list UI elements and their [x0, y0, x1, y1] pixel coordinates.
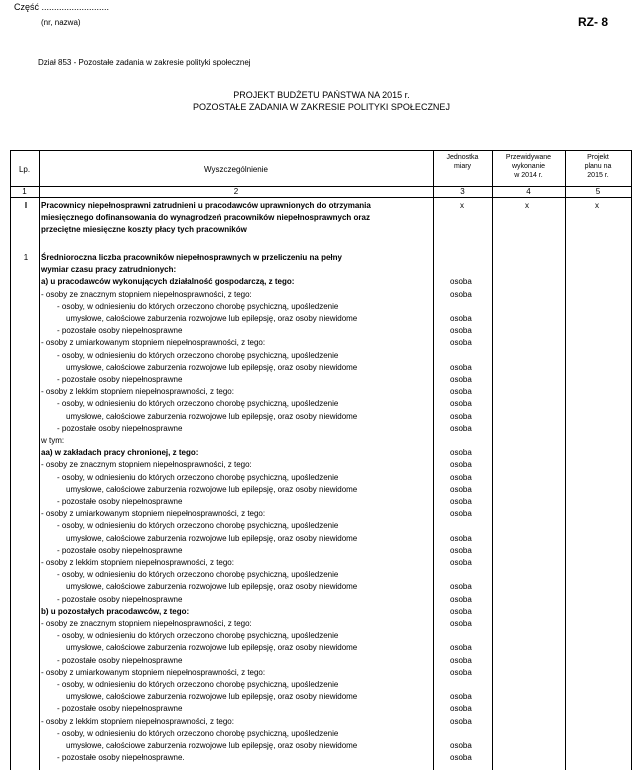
table-row — [0, 484, 643, 496]
col-number-2: 2 — [233, 187, 239, 196]
table-row — [0, 691, 643, 703]
col-header-desc: Wyszczególnienie — [204, 165, 268, 174]
table-row — [0, 740, 643, 752]
table-row — [0, 423, 643, 435]
row-description: umysłowe, całościowe zaburzenia rozwojowe lub epilepsję, oraz osoby niewidome — [66, 741, 358, 750]
table-row — [0, 581, 643, 593]
row-unit: osoba — [450, 741, 472, 750]
row-unit: osoba — [450, 643, 472, 653]
row-unit: osoba — [450, 606, 472, 616]
row-description: - pozostałe osoby niepełnosprawne — [57, 594, 183, 604]
row-unit: osoba — [450, 582, 472, 592]
table-row — [0, 569, 643, 581]
row-description: umysłowe, całościowe zaburzenia rozwojowe lub epilepsję, oraz osoby niewidome — [66, 533, 358, 543]
table-row — [0, 374, 643, 386]
table-row — [0, 435, 643, 447]
col-number-4: 4 — [526, 187, 531, 196]
row-description: umysłowe, całościowe zaburzenia rozwojowe lub epilepsję, oraz osoby niewidome — [66, 411, 358, 421]
col-number-5: 5 — [595, 187, 601, 196]
table-row — [0, 716, 643, 728]
row-description: b) u pozostałych pracodawców, z tego: — [41, 606, 190, 616]
section-title-line2: miesięcznego dofinansowania do wynagrodzeń pracowników niepełnosprawnych oraz — [41, 213, 370, 222]
row-description: umysłowe, całościowe zaburzenia rozwojowe lub epilepsję, oraz osoby niewidome — [66, 484, 358, 494]
row-description: a) u pracodawców wykonujących działalność gospodarczą, z tego: — [41, 277, 295, 287]
document-title-line2: POZOSTAŁE ZADANIA W ZAKRESIE POLITYKI SPOŁECZNEJ — [193, 102, 450, 112]
table-row — [0, 557, 643, 569]
table-row — [0, 350, 643, 362]
row-unit: osoba — [450, 289, 472, 299]
table-row — [0, 472, 643, 484]
row-unit: osoba — [450, 509, 472, 519]
table-row — [0, 703, 643, 715]
row-unit: osoba — [450, 594, 472, 604]
row-unit: osoba — [450, 619, 472, 628]
table-row — [0, 398, 643, 410]
table-row — [0, 276, 643, 288]
row-description: umysłowe, całościowe zaburzenia rozwojowe lub epilepsję, oraz osoby niewidome — [66, 362, 358, 372]
table-row — [0, 264, 643, 276]
row-unit: osoba — [450, 423, 472, 433]
row-description: - pozostałe osoby niepełnosprawne. — [57, 753, 185, 763]
row-description: - pozostałe osoby niepełnosprawne — [57, 704, 183, 714]
row-unit: osoba — [450, 692, 472, 702]
row-description: - osoby, w odniesieniu do których orzeczono chorobę psychiczną, upośledzenie — [57, 570, 339, 580]
row-description: - pozostałe osoby niepełnosprawne — [57, 497, 183, 506]
col-number-3: 3 — [460, 187, 465, 196]
document-title-line1: PROJEKT BUDŻETU PAŃSTWA NA 2015 r. — [233, 90, 410, 100]
row-description: - osoby, w odniesieniu do których orzeczono chorobę psychiczną, upośledzenie — [57, 521, 339, 531]
row-unit: osoba — [450, 655, 472, 665]
table-row — [0, 459, 643, 471]
row-unit: osoba — [450, 411, 472, 421]
col-header-unit: Jednostka miary — [446, 154, 479, 170]
row-description: - osoby, w odniesieniu do których orzeczono chorobę psychiczną, upośledzenie — [57, 301, 339, 311]
col-header-lp: Lp. — [18, 165, 31, 174]
section-x-col4: x — [525, 201, 529, 210]
row-unit: osoba — [450, 497, 472, 506]
table-row — [0, 606, 643, 618]
row-unit: osoba — [450, 545, 472, 555]
row-unit: osoba — [450, 314, 472, 323]
row-description: - osoby z lekkim stopniem niepełnosprawności, z tego: — [41, 387, 234, 397]
row-description: umysłowe, całościowe zaburzenia rozwojowe lub epilepsję, oraz osoby niewidome — [66, 692, 358, 702]
col-header-exec: Przewidywane wykonanie w 2014 r. — [505, 154, 552, 179]
table-row — [0, 496, 643, 508]
row-description: - osoby z lekkim stopniem niepełnosprawności, z tego: — [41, 716, 234, 726]
row-unit: osoba — [450, 460, 472, 470]
row-lp: 1 — [23, 253, 29, 262]
czesc-label: Część ........................... — [14, 2, 110, 12]
row-unit: osoba — [450, 338, 472, 348]
row-description: umysłowe, całościowe zaburzenia rozwojowe lub epilepsję, oraz osoby niewidome — [66, 582, 358, 592]
table-row — [0, 642, 643, 654]
row-description: - osoby, w odniesieniu do których orzeczono chorobę psychiczną, upośledzenie — [57, 472, 339, 482]
table-row — [0, 655, 643, 667]
table-row — [0, 594, 643, 606]
row-unit: osoba — [450, 362, 472, 372]
section-title-line1: Pracownicy niepełnosprawni zatrudnieni u pracodawców uprawnionych do otrzymania — [41, 201, 371, 210]
row-description: - osoby ze znacznym stopniem niepełnosprawności, z tego: — [41, 460, 252, 470]
row-description: aa) w zakładach pracy chronionej, z tego: — [41, 448, 199, 458]
row-description: - osoby z umiarkowanym stopniem niepełnosprawności, z tego: — [41, 509, 266, 519]
row-unit: osoba — [450, 277, 472, 287]
row-unit: osoba — [450, 448, 472, 458]
table-row — [0, 337, 643, 349]
table-row — [0, 289, 643, 301]
col-header-plan: Projekt planu na 2015 r. — [584, 154, 612, 179]
row-description: umysłowe, całościowe zaburzenia rozwojowe lub epilepsję, oraz osoby niewidome — [66, 643, 358, 653]
row-description: - osoby, w odniesieniu do których orzeczono chorobę psychiczną, upośledzenie — [57, 399, 339, 409]
row-description: - osoby, w odniesieniu do których orzeczono chorobę psychiczną, upośledzenie — [57, 680, 339, 689]
row-description: - pozostałe osoby niepełnosprawne — [57, 655, 183, 665]
table-row — [0, 447, 643, 459]
row-unit: osoba — [450, 753, 472, 763]
table-row — [0, 411, 643, 423]
table-row — [0, 301, 643, 313]
row-unit: osoba — [450, 375, 472, 384]
row-unit: osoba — [450, 667, 472, 677]
table-row — [0, 362, 643, 374]
section-x-col5: x — [595, 201, 599, 210]
row-unit: osoba — [450, 558, 472, 567]
row-description: - osoby ze znacznym stopniem niepełnosprawności, z tego: — [41, 289, 252, 299]
form-code: RZ- 8 — [578, 15, 608, 29]
table-row — [0, 728, 643, 740]
row-description: - pozostałe osoby niepełnosprawne — [57, 423, 183, 433]
row-unit: osoba — [450, 484, 472, 494]
row-unit: osoba — [450, 387, 472, 397]
dzial-label: Dział 853 - Pozostałe zadania w zakresie polityki społecznej — [38, 58, 251, 67]
table-row — [0, 752, 643, 764]
row-description: umysłowe, całościowe zaburzenia rozwojowe lub epilepsję, oraz osoby niewidome — [66, 314, 358, 323]
table-row — [0, 252, 643, 264]
table-row — [0, 325, 643, 337]
row-unit: osoba — [450, 399, 472, 409]
table-row — [0, 679, 643, 691]
row-unit: osoba — [450, 704, 472, 714]
row-description: - osoby z umiarkowanym stopniem niepełnosprawności, z tego: — [41, 338, 266, 348]
row-description: - osoby ze znacznym stopniem niepełnosprawności, z tego: — [41, 619, 252, 628]
row-unit: osoba — [450, 533, 472, 543]
row-unit: osoba — [450, 326, 472, 336]
row-description: - osoby z lekkim stopniem niepełnosprawności, z tego: — [41, 558, 234, 567]
table-row — [0, 313, 643, 325]
section-title-line3: przeciętne miesięczne koszty płacy tych pracowników — [41, 225, 247, 234]
table-row — [0, 386, 643, 398]
row-description: - osoby, w odniesieniu do których orzeczono chorobę psychiczną, upośledzenie — [57, 631, 339, 641]
table-row — [0, 667, 643, 679]
row-unit: osoba — [450, 472, 472, 482]
nr-nazwa-label: (nr, nazwa) — [41, 18, 81, 27]
row-description: wymiar czasu pracy zatrudnionych: — [41, 265, 177, 275]
col-number-1: 1 — [22, 187, 27, 196]
table-row — [0, 545, 643, 557]
row-description: - osoby, w odniesieniu do których orzeczono chorobę psychiczną, upośledzenie — [57, 350, 339, 360]
row-description: Średnioroczna liczba pracowników niepełnosprawnych w przeliczeniu na pełny — [41, 253, 342, 262]
row-description: - pozostałe osoby niepełnosprawne — [57, 326, 183, 336]
table-row — [0, 618, 643, 630]
row-description: w tym: — [41, 436, 65, 445]
section-lp: I — [24, 201, 28, 210]
table-row — [0, 630, 643, 642]
row-description: - pozostałe osoby niepełnosprawne — [57, 545, 183, 555]
section-x-col3: x — [460, 201, 464, 210]
row-description: - osoby z umiarkowanym stopniem niepełnosprawności, z tego: — [41, 667, 266, 677]
row-description: - osoby, w odniesieniu do których orzeczono chorobę psychiczną, upośledzenie — [57, 728, 339, 738]
row-unit: osoba — [450, 716, 472, 726]
table-row — [0, 508, 643, 520]
table-row — [0, 533, 643, 545]
table-row — [0, 520, 643, 532]
row-description: - pozostałe osoby niepełnosprawne — [57, 375, 183, 384]
